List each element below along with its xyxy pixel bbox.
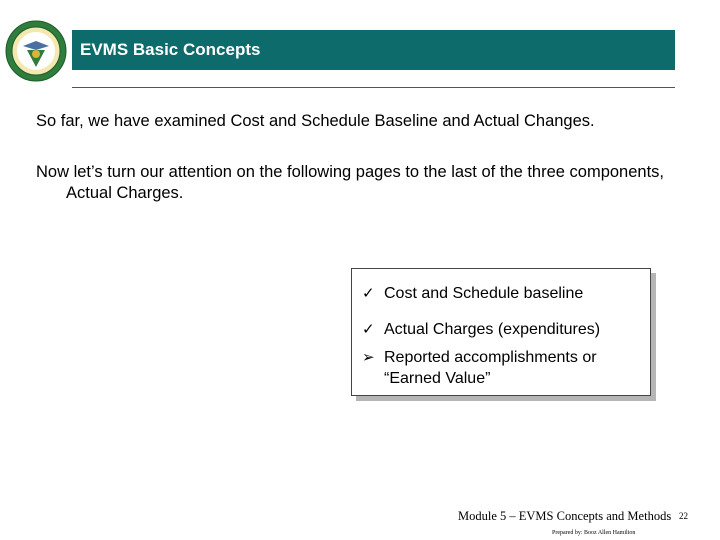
page-title: EVMS Basic Concepts	[80, 40, 261, 59]
header-divider	[72, 87, 675, 88]
checklist-item-label: Actual Charges (expenditures)	[384, 321, 601, 338]
checkmark-icon: ✓	[362, 321, 375, 338]
checklist-item-label: Reported accomplishments or “Earned Value”	[384, 349, 597, 387]
checklist-item	[362, 319, 600, 340]
checklist-item	[362, 283, 583, 304]
page-number: 22	[679, 511, 688, 521]
doe-seal-logo	[5, 20, 67, 82]
prepared-by: Prepared by: Booz Allen Hamilton	[552, 530, 636, 536]
checklist-item-label: Cost and Schedule baseline	[384, 285, 584, 302]
checklist-box	[351, 268, 651, 396]
intro-paragraph: So far, we have examined Cost and Schedule Baseline and Actual Changes.	[36, 112, 595, 130]
checkmark-icon: ✓	[362, 285, 375, 302]
title-bar	[72, 30, 675, 70]
followup-paragraph: Now let’s turn our attention on the following pages to the last of the three components, Actual Charges.	[36, 163, 664, 202]
checklist-item	[362, 347, 632, 389]
arrow-bullet-icon: ➢	[362, 349, 375, 366]
module-footer: Module 5 – EVMS Concepts and Methods	[458, 509, 672, 523]
